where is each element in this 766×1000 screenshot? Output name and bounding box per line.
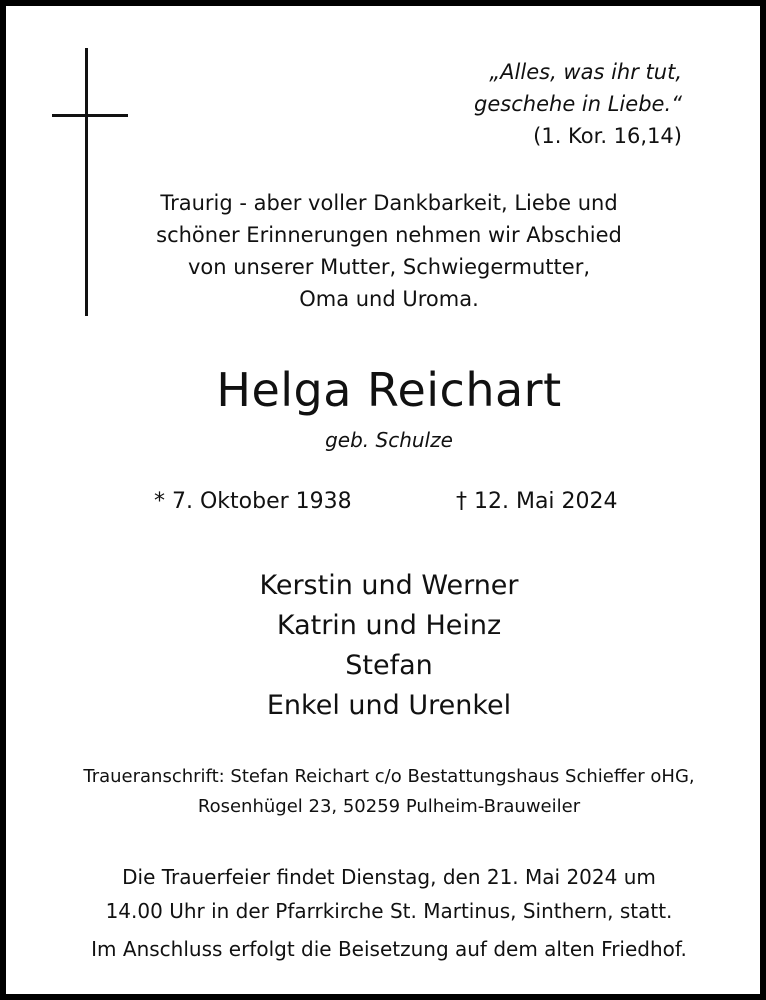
deceased-name: Helga Reichart [216, 363, 562, 417]
quote-line-2: geschehe in Liebe.“ [474, 92, 682, 116]
service-line-2: 14.00 Uhr in der Pfarrkirche St. Martinus, Sinthern, statt. [105, 899, 673, 923]
intro-text [86, 187, 692, 315]
family-member: Kerstin und Werner [259, 570, 519, 601]
death-date: † 12. Mai 2024 [456, 489, 618, 514]
birth-date: * 7. Oktober 1938 [154, 489, 352, 514]
quote-line-1: „Alles, was ihr tut, [489, 60, 682, 84]
burial-info: Im Anschluss erfolgt die Beisetzung auf dem alten Friedhof. [91, 937, 687, 961]
cross-icon-bar [52, 114, 128, 117]
address-line-2: Rosenhügel 23, 50259 Pulheim-Brauweiler [197, 796, 581, 817]
family-list [6, 566, 766, 726]
intro-line: Oma und Uroma. [299, 287, 479, 311]
intro-line: Traurig - aber voller Dankbarkeit, Liebe und [160, 191, 618, 215]
quote-reference: (1. Kor. 16,14) [533, 124, 682, 148]
family-member: Katrin und Heinz [276, 610, 502, 641]
bible-quote [386, 56, 682, 152]
intro-line: schöner Erinnerungen nehmen wir Abschied [156, 223, 622, 247]
address-line-1: Traueranschrift: Stefan Reichart c/o Bestattungshaus Schieffer oHG, [83, 766, 695, 787]
maiden-name: geb. Schulze [325, 428, 453, 452]
family-member: Stefan [345, 650, 433, 681]
funeral-service-info [6, 860, 766, 928]
mourning-address [6, 762, 766, 822]
intro-line: von unserer Mutter, Schwiegermutter, [187, 255, 591, 279]
family-member: Enkel und Urenkel [266, 690, 512, 721]
service-line-1: Die Trauerfeier findet Dienstag, den 21. Mai 2024 um [122, 865, 656, 889]
